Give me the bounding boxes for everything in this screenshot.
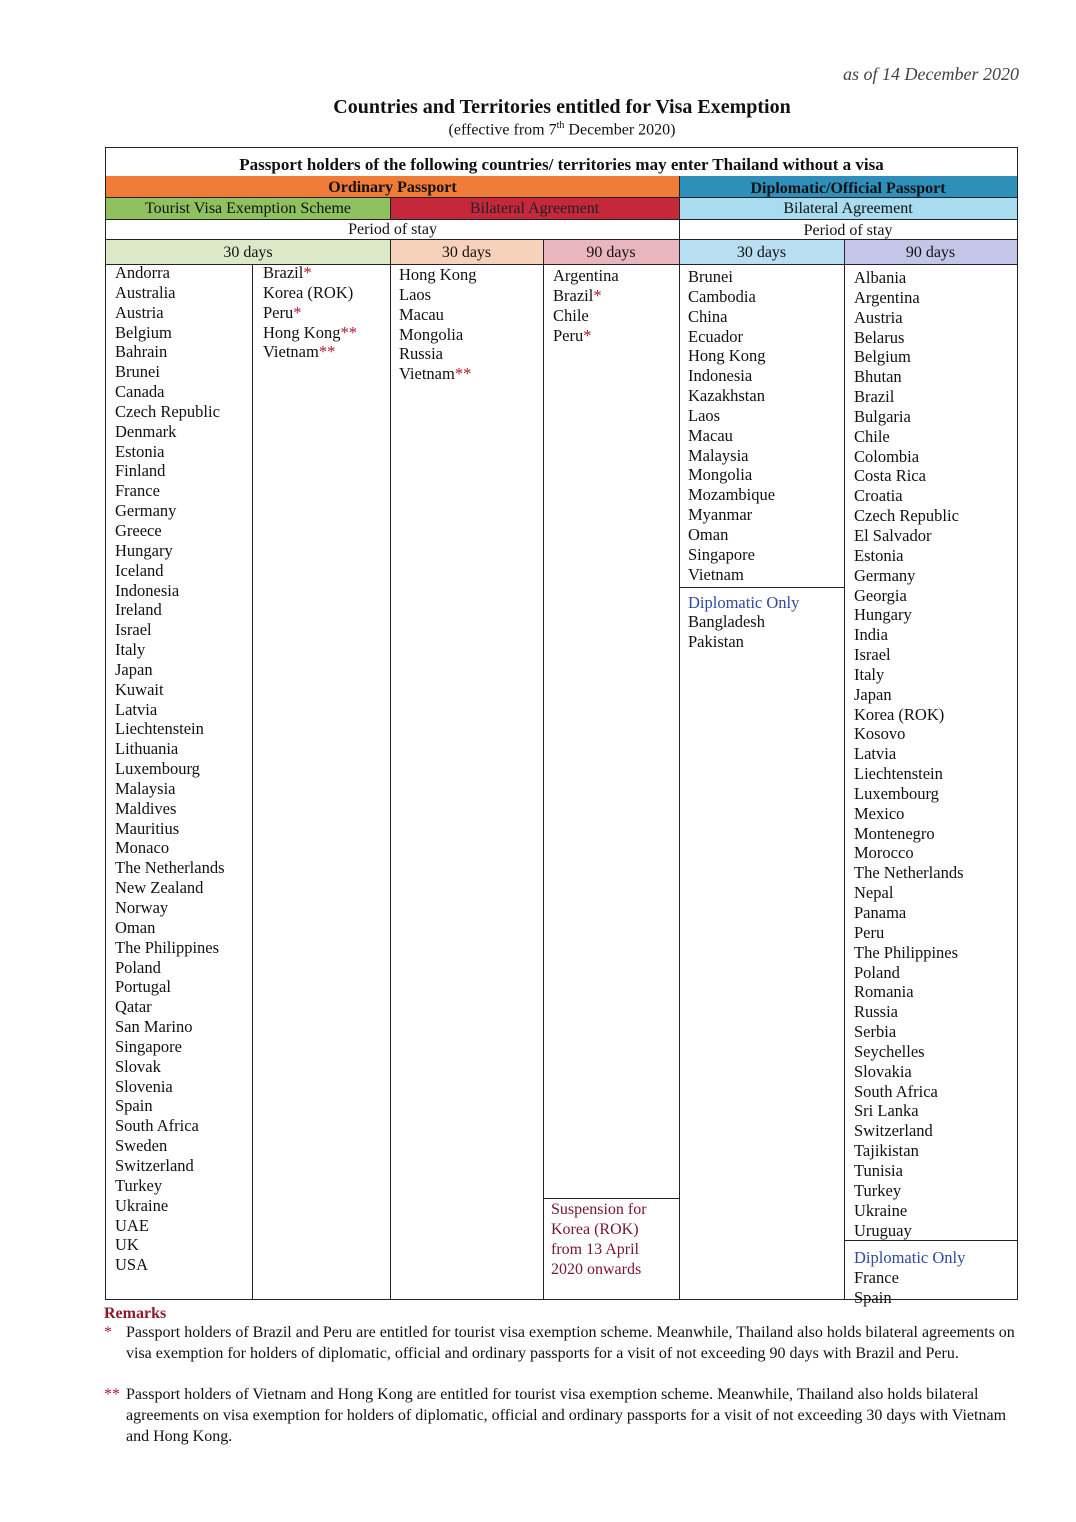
country-item: Bhutan bbox=[854, 367, 902, 387]
country-name: Macau bbox=[399, 304, 444, 324]
country-item: Croatia bbox=[854, 486, 903, 506]
country-item: Czech Republic bbox=[115, 401, 220, 421]
days-header-4: 30 days bbox=[679, 240, 844, 265]
country-item: India bbox=[854, 625, 888, 645]
country-item: Slovenia bbox=[115, 1076, 173, 1096]
col-bilateral-90 bbox=[553, 266, 619, 345]
subtitle-sup: th bbox=[556, 120, 565, 131]
diplomatic-only-label: Diplomatic Only bbox=[854, 1248, 966, 1268]
country-item bbox=[399, 265, 476, 285]
country-item bbox=[399, 305, 476, 325]
country-item: Belarus bbox=[854, 327, 905, 347]
divider bbox=[252, 265, 253, 1300]
country-item: Singapore bbox=[115, 1036, 182, 1056]
country-item: Tajikistan bbox=[854, 1141, 919, 1161]
country-item bbox=[553, 306, 619, 326]
country-item: Bangladesh bbox=[688, 612, 765, 632]
country-item: Panama bbox=[854, 903, 907, 922]
remark-1-mark: * bbox=[104, 1324, 112, 1341]
divider bbox=[679, 587, 844, 588]
country-item: Liechtenstein bbox=[854, 764, 943, 784]
country-item: Ukraine bbox=[115, 1195, 169, 1215]
table-top-header: Passport holders of the following countries/ territories may enter Thailand without a visa bbox=[106, 148, 1017, 177]
country-item: Sri Lanka bbox=[854, 1101, 919, 1121]
country-item: Albania bbox=[854, 268, 907, 287]
country-item: Finland bbox=[115, 461, 166, 481]
country-name: Brazil bbox=[553, 285, 594, 305]
country-item: El Salvador bbox=[854, 525, 932, 545]
ordinary-passport-header: Ordinary Passport bbox=[106, 176, 679, 198]
country-item: Germany bbox=[854, 565, 916, 585]
country-item: Malaysia bbox=[115, 778, 176, 798]
days-header-1: 30 days bbox=[106, 240, 390, 265]
country-item: Pakistan bbox=[688, 632, 744, 652]
suspension-line: 2020 onwards bbox=[551, 1261, 642, 1278]
country-item: Israel bbox=[115, 620, 152, 640]
suspension-line: Korea (ROK) bbox=[551, 1221, 639, 1238]
country-item bbox=[263, 303, 357, 323]
divider bbox=[390, 240, 391, 1300]
country-item: Indonesia bbox=[688, 366, 753, 386]
country-item: Morocco bbox=[854, 843, 914, 863]
country-item: Mozambique bbox=[688, 485, 776, 505]
divider bbox=[844, 240, 845, 1300]
country-item: Monaco bbox=[115, 838, 170, 858]
country-item: Brunei bbox=[688, 267, 733, 286]
country-item: Bahrain bbox=[115, 342, 168, 362]
asterisk-mark: ** bbox=[340, 322, 357, 342]
country-item: Lithuania bbox=[115, 739, 179, 759]
country-name: Vietnam bbox=[263, 342, 319, 362]
country-item bbox=[553, 326, 619, 346]
country-item: Uruguay bbox=[854, 1220, 912, 1240]
country-item: Ecuador bbox=[688, 326, 743, 346]
country-item: South Africa bbox=[854, 1081, 938, 1101]
country-item: Belgium bbox=[854, 347, 911, 367]
country-item bbox=[263, 323, 357, 343]
country-item bbox=[263, 263, 357, 283]
country-item: Estonia bbox=[854, 545, 904, 565]
country-item: China bbox=[688, 306, 728, 326]
country-item bbox=[399, 344, 476, 364]
country-item: San Marino bbox=[115, 1017, 193, 1037]
country-item: Germany bbox=[115, 501, 177, 521]
country-item bbox=[553, 286, 619, 306]
period-ordinary: Period of stay bbox=[106, 220, 679, 240]
country-item: Spain bbox=[115, 1096, 153, 1116]
country-item: Mexico bbox=[854, 803, 905, 823]
country-name: Russia bbox=[399, 344, 444, 364]
country-item: Hong Kong bbox=[688, 346, 766, 366]
country-item: Turkey bbox=[115, 1175, 163, 1195]
country-item: Brazil bbox=[854, 387, 895, 407]
country-item: Cambodia bbox=[688, 286, 756, 306]
country-item: Bulgaria bbox=[854, 406, 911, 426]
country-item: Iceland bbox=[115, 560, 164, 580]
country-item: The Netherlands bbox=[854, 863, 964, 883]
diplomatic-only-label: Diplomatic Only bbox=[688, 592, 800, 612]
diplomatic-passport-header: Diplomatic/Official Passport bbox=[679, 176, 1017, 198]
country-item: Georgia bbox=[854, 585, 907, 605]
country-item: New Zealand bbox=[115, 878, 204, 898]
country-item: Seychelles bbox=[854, 1041, 925, 1061]
country-item: France bbox=[854, 1268, 899, 1288]
divider bbox=[390, 198, 391, 220]
country-item: Peru bbox=[854, 922, 885, 942]
country-item: Denmark bbox=[115, 421, 177, 441]
country-item: Tunisia bbox=[854, 1160, 903, 1180]
country-item: Montenegro bbox=[854, 823, 935, 843]
country-item: Laos bbox=[688, 405, 721, 425]
country-item: Japan bbox=[854, 684, 892, 704]
country-item: Mauritius bbox=[115, 818, 180, 838]
country-item: Slovakia bbox=[854, 1061, 912, 1081]
country-item: Costa Rica bbox=[854, 466, 926, 486]
country-item: USA bbox=[115, 1255, 149, 1275]
country-item: The Philippines bbox=[115, 937, 220, 957]
divider bbox=[679, 176, 680, 1300]
divider bbox=[844, 1240, 1017, 1241]
country-item: Chile bbox=[854, 426, 890, 446]
country-name: Peru bbox=[553, 325, 584, 345]
country-item: Kuwait bbox=[115, 679, 164, 699]
country-item: Portugal bbox=[115, 977, 171, 997]
country-item: Sweden bbox=[115, 1136, 168, 1156]
country-item bbox=[553, 266, 619, 286]
country-item: UK bbox=[115, 1235, 139, 1255]
country-item: Poland bbox=[115, 957, 161, 977]
country-item: Myanmar bbox=[688, 505, 753, 525]
asterisk-mark: * bbox=[583, 325, 592, 345]
country-item: UAE bbox=[115, 1215, 149, 1235]
country-item: Colombia bbox=[854, 446, 920, 466]
country-item: Kosovo bbox=[854, 724, 906, 744]
country-item: Luxembourg bbox=[854, 783, 939, 803]
tourist-scheme-header: Tourist Visa Exemption Scheme bbox=[106, 198, 390, 220]
suspension-line: from 13 April bbox=[551, 1241, 639, 1258]
country-item: Macau bbox=[688, 425, 733, 445]
country-item bbox=[399, 285, 476, 305]
remark-2-mark: ** bbox=[104, 1386, 120, 1403]
remark-1-text: Passport holders of Brazil and Peru are entitled for tourist visa exemption scheme. Meanwhile, Thailand also holds bilateral agreements on visa exemption for holders of diplomatic, official and ordinary passports for a visit of not exceeding 90 days with Brazil and Peru. bbox=[126, 1324, 1015, 1362]
country-item: Italy bbox=[115, 640, 146, 660]
period-diplomatic: Period of stay bbox=[679, 220, 1017, 240]
suspension-note bbox=[551, 1200, 647, 1280]
country-item: Vietnam bbox=[688, 564, 744, 584]
country-name: Peru bbox=[263, 302, 294, 322]
country-item: Oman bbox=[115, 917, 156, 937]
country-name: Hong Kong bbox=[399, 265, 477, 284]
country-item bbox=[399, 364, 476, 384]
country-item: Oman bbox=[688, 524, 729, 544]
country-item: Norway bbox=[115, 898, 169, 917]
col-bilateral-30 bbox=[399, 265, 476, 384]
country-item: Italy bbox=[854, 664, 885, 684]
country-name: Brazil bbox=[263, 263, 304, 282]
country-item: Japan bbox=[115, 659, 153, 679]
country-item: Indonesia bbox=[115, 580, 180, 600]
country-item bbox=[263, 283, 357, 303]
country-item: Serbia bbox=[854, 1022, 897, 1042]
remark-1 bbox=[104, 1322, 1016, 1364]
country-item: Nepal bbox=[854, 883, 894, 903]
country-item bbox=[263, 342, 357, 362]
bilateral-header: Bilateral Agreement bbox=[390, 198, 679, 220]
country-item: Spain bbox=[854, 1288, 892, 1308]
country-item bbox=[399, 325, 476, 345]
country-item: Greece bbox=[115, 520, 162, 540]
country-item: Hungary bbox=[854, 605, 912, 625]
col-tourist-30-a bbox=[115, 263, 225, 1275]
country-name: Chile bbox=[553, 305, 589, 325]
country-item: Luxembourg bbox=[115, 759, 200, 779]
bilateral-dip-header: Bilateral Agreement bbox=[679, 198, 1017, 220]
country-item: Belgium bbox=[115, 322, 172, 342]
country-item: Malaysia bbox=[688, 445, 749, 465]
country-item: Austria bbox=[115, 302, 164, 322]
col-tourist-30-b bbox=[263, 263, 357, 362]
country-item: France bbox=[115, 481, 160, 501]
col-dip-30 bbox=[688, 267, 799, 652]
country-item: Liechtenstein bbox=[115, 719, 204, 739]
country-item: Kazakhstan bbox=[688, 386, 765, 406]
country-item: Israel bbox=[854, 645, 891, 665]
country-item: South Africa bbox=[115, 1116, 199, 1136]
days-header-3: 90 days bbox=[543, 240, 679, 265]
country-item: Argentina bbox=[854, 287, 920, 307]
divider bbox=[543, 240, 544, 1300]
divider bbox=[543, 1198, 679, 1199]
asterisk-mark: ** bbox=[454, 364, 472, 384]
country-item: Austria bbox=[854, 307, 903, 327]
country-name: Mongolia bbox=[399, 324, 464, 344]
country-name: Hong Kong bbox=[263, 322, 341, 342]
country-name: Korea (ROK) bbox=[263, 282, 354, 302]
suspension-line: Suspension for bbox=[551, 1201, 647, 1218]
asterisk-mark: * bbox=[293, 302, 302, 322]
country-item: Qatar bbox=[115, 997, 152, 1017]
asterisk-mark: * bbox=[303, 263, 312, 282]
country-item: Hungary bbox=[115, 540, 173, 560]
country-item: Czech Republic bbox=[854, 506, 959, 526]
country-item: Turkey bbox=[854, 1180, 902, 1200]
country-item: The Philippines bbox=[854, 942, 959, 962]
country-item: Latvia bbox=[854, 744, 897, 764]
country-item: Andorra bbox=[115, 263, 170, 282]
country-item: Singapore bbox=[688, 544, 755, 564]
country-item: Poland bbox=[854, 962, 900, 982]
country-item: The Netherlands bbox=[115, 858, 225, 878]
country-item: Mongolia bbox=[688, 465, 753, 485]
country-item: Canada bbox=[115, 382, 165, 402]
remark-2-text: Passport holders of Vietnam and Hong Kong are entitled for tourist visa exemption scheme. Meanwhile, Thailand also holds bilateral agreements on visa exemption for holders of diplomatic, official and ordinary passports for a visit of not exceeding 30 days with Vietnam and Hong Kong. bbox=[126, 1386, 1007, 1445]
country-item: Australia bbox=[115, 282, 176, 302]
subtitle-pre: (effective from 7 bbox=[448, 121, 557, 139]
days-header-5: 90 days bbox=[844, 240, 1017, 265]
country-item: Ukraine bbox=[854, 1200, 908, 1220]
country-item: Switzerland bbox=[115, 1155, 194, 1175]
country-item: Ireland bbox=[115, 600, 162, 620]
asterisk-mark: * bbox=[593, 285, 602, 305]
remarks-title: Remarks bbox=[104, 1305, 167, 1322]
days-header-2: 30 days bbox=[390, 240, 543, 265]
page-title: Countries and Territories entitled for Visa Exemption bbox=[333, 96, 791, 118]
country-item: Switzerland bbox=[854, 1121, 933, 1141]
country-name: Vietnam bbox=[399, 364, 455, 384]
country-item: Maldives bbox=[115, 798, 177, 818]
country-item: Korea (ROK) bbox=[854, 704, 945, 724]
remark-2 bbox=[104, 1384, 1016, 1447]
country-item: Russia bbox=[854, 1002, 899, 1022]
country-item: Latvia bbox=[115, 699, 158, 719]
col-dip-90 bbox=[854, 268, 965, 1308]
country-name: Argentina bbox=[553, 266, 619, 285]
page-subtitle bbox=[0, 120, 1076, 139]
country-name: Laos bbox=[399, 284, 432, 304]
asterisk-mark: ** bbox=[318, 342, 336, 362]
country-item: Slovak bbox=[115, 1056, 161, 1076]
date-stamp: as of 14 December 2020 bbox=[843, 64, 1019, 84]
country-item: Estonia bbox=[115, 441, 165, 461]
country-item: Brunei bbox=[115, 362, 160, 382]
visa-table bbox=[105, 147, 1018, 1308]
subtitle-post: December 2020) bbox=[564, 121, 676, 139]
country-item: Romania bbox=[854, 982, 914, 1002]
